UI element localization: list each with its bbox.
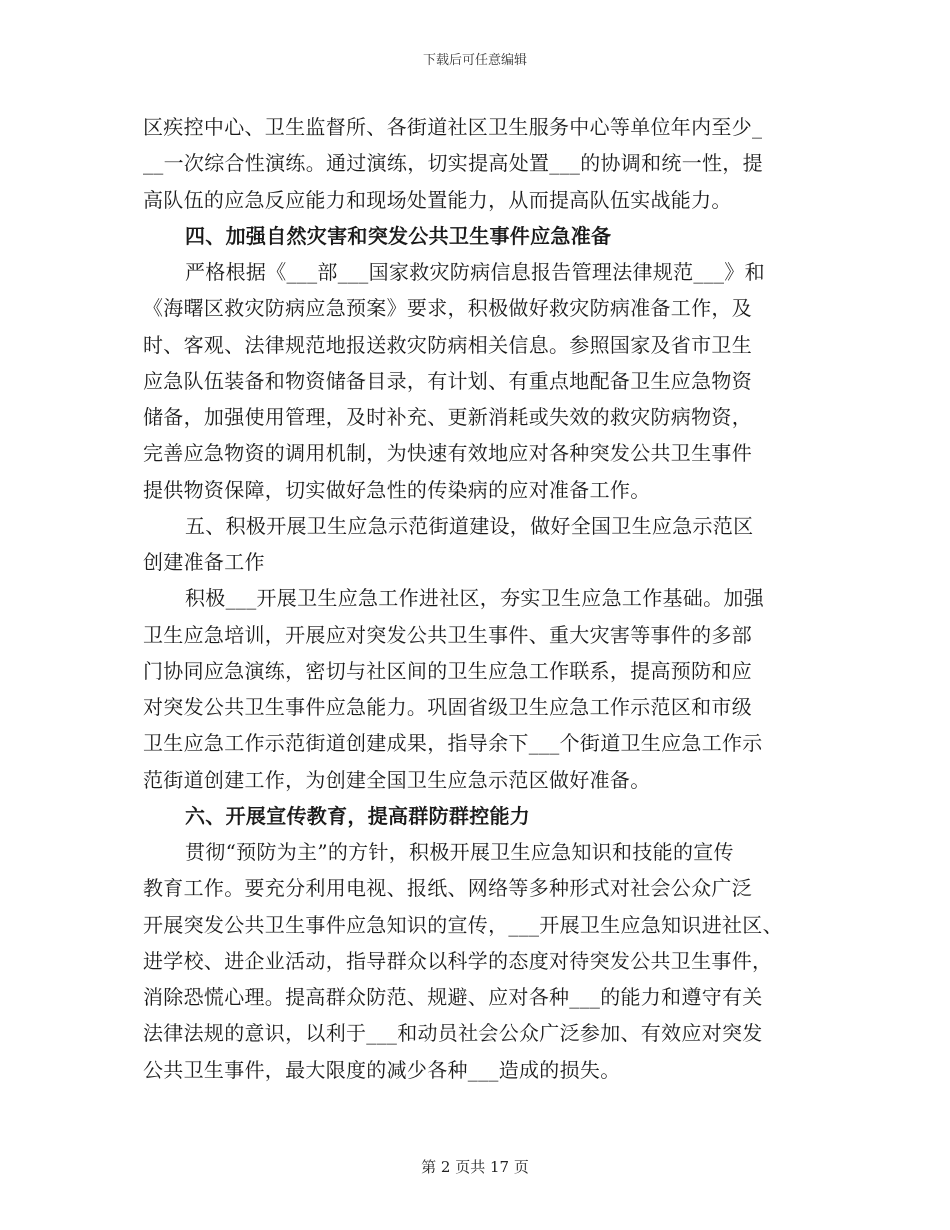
page-header: 下载后可任意编辑 bbox=[422, 53, 527, 68]
text-line: 公共卫生事件，最大限度的减少各种___造成的损失。 bbox=[143, 1057, 621, 1082]
page-footer: 第 2 页共 17 页 bbox=[421, 1158, 529, 1176]
text-line: 开展突发公共卫生事件应急知识的宣传，___开展卫生应急知识进社区、 bbox=[143, 912, 783, 937]
text-line: 应急队伍装备和物资储备目录，有计划、有重点地配备卫生应急物资 bbox=[143, 368, 752, 393]
text-line: 卫生应急工作示范街道创建成果，指导余下___个街道卫生应急工作示 bbox=[143, 731, 763, 756]
text-line: 提供物资保障，切实做好急性的传染病的应对准备工作。 bbox=[143, 477, 651, 502]
text-line: 门协同应急演练，密切与社区间的卫生应急工作联系，提高预防和应 bbox=[143, 658, 752, 683]
text-line: 时、客观、法律规范地报送救灾防病相关信息。参照国家及省市卫生 bbox=[143, 332, 752, 357]
text-line: 进学校、进企业活动，指导群众以科学的态度对待突发公共卫生事件， bbox=[143, 948, 773, 973]
section-heading: 六、开展宣传教育，提高群防群控能力 bbox=[185, 803, 531, 828]
text-line: 法律法规的意识，以利于___和动员社会公众广泛参加、有效应对突发 bbox=[143, 1021, 763, 1046]
section-heading: 四、加强自然灾害和突发公共卫生事件应急准备 bbox=[185, 223, 612, 248]
text-line: 卫生应急培训，开展应对突发公共卫生事件、重大灾害等事件的多部 bbox=[143, 622, 752, 647]
text-line: 教育工作。要充分利用电视、报纸、网络等多种形式对社会公众广泛 bbox=[143, 876, 752, 901]
text-line: 五、积极开展卫生应急示范街道建设，做好全国卫生应急示范区 bbox=[185, 513, 754, 538]
text-line: 高队伍的应急反应能力和现场处置能力，从而提高队伍实战能力。 bbox=[143, 187, 732, 212]
text-line: 完善应急物资的调用机制，为快速有效地应对各种突发公共卫生事件 bbox=[143, 441, 752, 466]
text-line: 积极___开展卫生应急工作进社区，夯实卫生应急工作基础。加强 bbox=[185, 586, 764, 611]
text-line: __一次综合性演练。通过演练，切实提高处置___的协调和统一性，提 bbox=[143, 151, 763, 176]
document-body bbox=[143, 112, 811, 1091]
text-line: 对突发公共卫生事件应急能力。巩固省级卫生应急工作示范区和市级 bbox=[143, 695, 752, 719]
text-line: 贯彻“预防为主”的方针，积极开展卫生应急知识和技能的宣传 bbox=[185, 840, 734, 864]
text-line: 创建准备工作 bbox=[143, 550, 265, 574]
text-line: 《海曙区救灾防病应急预案》要求，积极做好救灾防病准备工作，及 bbox=[143, 296, 752, 321]
text-line: 区疾控中心、卫生监督所、各街道社区卫生服务中心等单位年内至少_ bbox=[143, 115, 763, 139]
text-line: 严格根据《___部___国家救灾防病信息报告管理法律规范___》和 bbox=[185, 260, 765, 284]
text-line: 储备，加强使用管理，及时补充、更新消耗或失效的救灾防病物资， bbox=[143, 405, 752, 429]
text-line: 范街道创建工作，为创建全国卫生应急示范区做好准备。 bbox=[143, 767, 651, 792]
text-line: 消除恐慌心理。提高群众防范、规避、应对各种___的能力和遵守有关 bbox=[143, 985, 763, 1009]
